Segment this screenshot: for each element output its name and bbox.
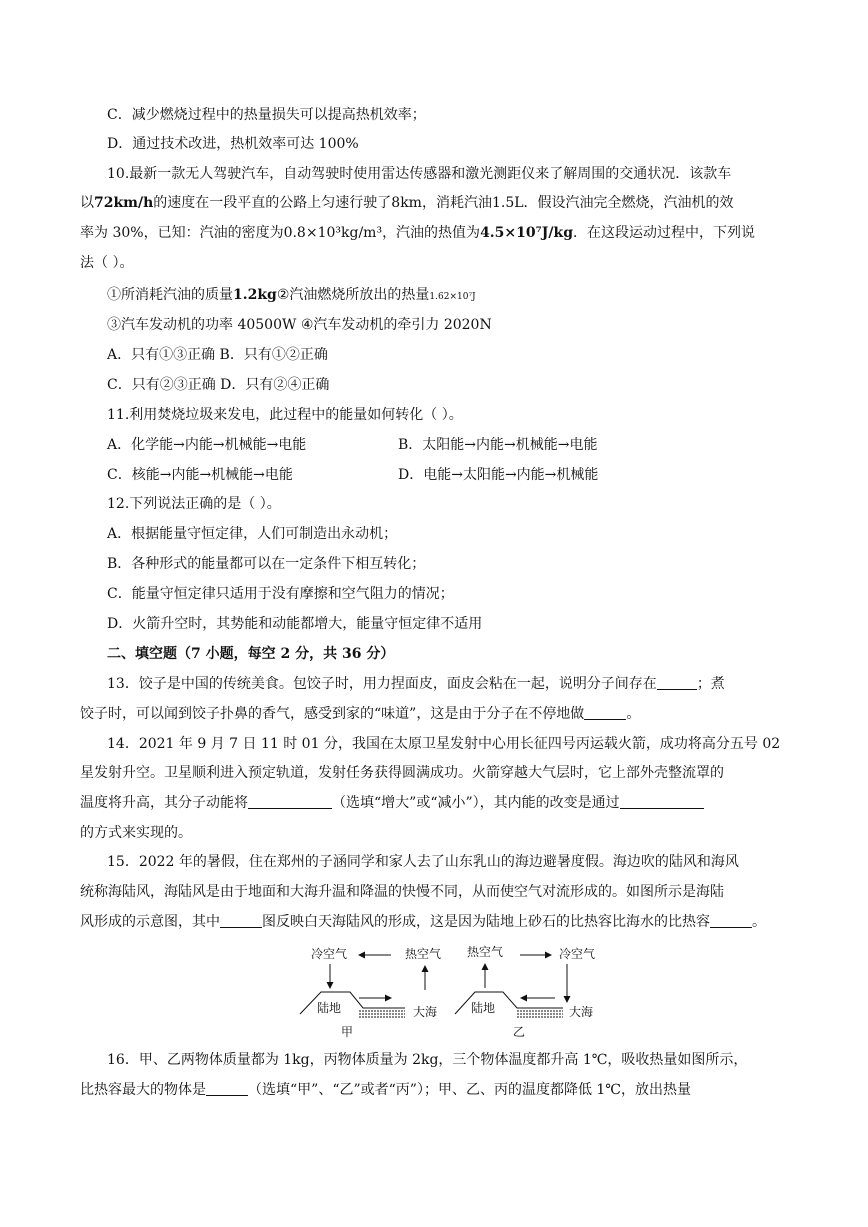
q16-line2 xyxy=(80,1080,691,1100)
q11-option-c: C．核能→内能→机械能→电能 xyxy=(107,467,293,483)
q14-line4: 的方式来实现的。 xyxy=(80,825,192,841)
q10-text: ，汽油的热值为 xyxy=(382,225,481,241)
q13-text: 13．饺子是中国的传统美食。包饺子时，用力捏面皮，面皮会粘在一起，说明分子间存在 xyxy=(107,676,657,692)
q14-text: （选填“增大”或“减小”），其内能的改变是通过 xyxy=(332,795,620,811)
q15-text: 图反映白天海陆风的形成，这是因为陆地上砂石的比热容比海水的比热容 xyxy=(262,914,710,930)
cold-air-label: 冷空气 xyxy=(311,947,348,961)
q16-blank-1[interactable] xyxy=(206,1081,248,1096)
q10-statement-3-4: ③汽车发动机的功率 40500W ④汽车发动机的牵引力 2020N xyxy=(107,317,492,333)
q13-line1 xyxy=(107,674,725,694)
q11-option-d: D．电能→太阳能→内能→机械能 xyxy=(398,467,599,483)
diagram-yi xyxy=(455,944,595,1039)
q13-blank-2[interactable] xyxy=(584,705,626,720)
q10-text: ②汽油燃烧所放出的热量 xyxy=(276,287,430,303)
q10-text: 的速度在一段平直的公路上匀速行驶了8km，消耗汽油1.5L．假设汽油完全燃烧，汽油机的效 xyxy=(153,195,734,211)
sea-waves xyxy=(517,1011,563,1017)
q15-text: 风形成的示意图，其中 xyxy=(80,914,220,930)
q15-blank-2[interactable] xyxy=(710,913,752,928)
cold-air-label: 冷空气 xyxy=(559,947,596,961)
q10-mass: 1.2kg xyxy=(233,287,277,303)
q10-text: 率为 30%，已知：汽油的密度为 xyxy=(80,225,284,241)
q12-option-a: A．根据能量守恒定律，人们可制造出永动机； xyxy=(107,526,398,542)
q9-option-d: D．通过技术改进，热机效率可达 100% xyxy=(107,136,359,152)
q10-stem-line4: 法（ ）。 xyxy=(80,255,134,271)
sea-land-breeze-figure xyxy=(295,940,615,1042)
land-label: 陆地 xyxy=(317,1001,342,1015)
q12-stem: 12.下列说法正确的是（ ）。 xyxy=(107,496,281,512)
q9-option-c: C．减少燃烧过程中的热量损失可以提高热机效率； xyxy=(107,107,426,123)
q10-heat-value: 4.5×10⁷J/kg xyxy=(480,225,573,241)
q16-text: 比热容最大的物体是 xyxy=(80,1082,206,1098)
q13-text: 。 xyxy=(626,706,641,722)
q14-blank-1[interactable] xyxy=(248,794,332,809)
q16-line1: 16．甲、乙两物体质量都为 1kg，丙物体质量为 2kg，三个物体温度都升高 1℃，吸收热量如图所示， xyxy=(107,1052,748,1068)
q15-line3 xyxy=(80,912,766,932)
q10-heat: 1.62×10⁷J xyxy=(429,292,476,302)
q15-line2: 统称海陆风，海陆风是由于地面和大海升温和降温的快慢不同，从而使空气对流形成的。如图所示是海陆 xyxy=(80,884,724,900)
q10-options-cd: C．只有②③正确 D．只有②④正确 xyxy=(107,377,330,393)
q14-line2: 星发射升空。卫星顺利进入预定轨道，发射任务获得圆满成功。火箭穿越大气层时，它上部外壳整流罩的 xyxy=(80,765,724,781)
q10-stem-line3 xyxy=(80,223,755,243)
figure-label-yi: 乙 xyxy=(513,1025,526,1039)
q10-statement-1-2 xyxy=(107,285,476,305)
figure-label-jia: 甲 xyxy=(341,1025,354,1039)
q11-option-a: A．化学能→内能→机械能→电能 xyxy=(107,437,307,453)
q10-text: 以 xyxy=(80,195,94,211)
q11-option-b: B．太阳能→内能→机械能→电能 xyxy=(398,437,598,453)
q13-line2 xyxy=(80,704,640,724)
q16-text: （选填“甲”、“乙”或者“丙”）；甲、乙、丙的温度都降低 1℃，放出热量 xyxy=(248,1082,691,1098)
q13-text: 饺子时，可以闻到饺子扑鼻的香气，感受到家的“味道”，这是由于分子在不停地做 xyxy=(80,706,585,722)
q15-text: 。 xyxy=(752,914,766,930)
q15-line1: 15．2022 年的暑假，住在郑州的子涵同学和家人去了山东乳山的海边避暑度假。海边吹的陆风和海风 xyxy=(107,854,739,870)
sea-label: 大海 xyxy=(569,1005,594,1019)
q13-blank-1[interactable] xyxy=(657,675,697,690)
q14-line1: 14．2021 年 9 月 7 日 11 时 01 分，我国在太原卫星发射中心用长征四号丙运载火箭，成功将高分五号 02 xyxy=(107,736,781,752)
sea-label: 大海 xyxy=(413,1005,438,1019)
q10-speed: 72km/h xyxy=(94,195,154,211)
diagram-jia xyxy=(300,946,441,1039)
land-label: 陆地 xyxy=(471,1001,496,1015)
section-title: 二、填空题（7 小题，每空 2 分，共 36 分） xyxy=(107,646,395,662)
sea-waves xyxy=(359,1011,405,1017)
q14-blank-2[interactable] xyxy=(620,794,704,809)
q10-text: ①所消耗汽油的质量 xyxy=(107,287,233,303)
q13-text: ；煮 xyxy=(696,676,725,692)
q12-option-b: B．各种形式的能量都可以在一定条件下相互转化； xyxy=(107,556,426,572)
q14-line3 xyxy=(80,793,704,813)
hot-air-label: 热空气 xyxy=(467,945,504,959)
q14-text: 温度将升高，其分子动能将 xyxy=(80,795,248,811)
q10-stem-line2 xyxy=(80,193,734,213)
hot-air-label: 热空气 xyxy=(405,947,442,961)
q10-density: 0.8×10³kg/m³ xyxy=(283,225,383,241)
q10-stem-line1: 10.最新一款无人驾驶汽车，自动驾驶时使用雷达传感器和激光测距仪来了解周围的交通状况．该款车 xyxy=(107,166,732,182)
q12-option-d: D．火箭升空时，其势能和动能都增大，能量守恒定律不适用 xyxy=(107,616,483,632)
q10-options-ab: A．只有①③正确 B．只有①②正确 xyxy=(107,347,328,363)
q11-stem: 11.利用焚烧垃圾来发电，此过程中的能量如何转化（ ）。 xyxy=(107,407,463,423)
q15-blank-1[interactable] xyxy=(220,913,262,928)
q10-text: ．在这段运动过程中，下列说 xyxy=(573,225,755,241)
q12-option-c: C．能量守恒定律只适用于没有摩擦和空气阻力的情况； xyxy=(107,586,454,602)
